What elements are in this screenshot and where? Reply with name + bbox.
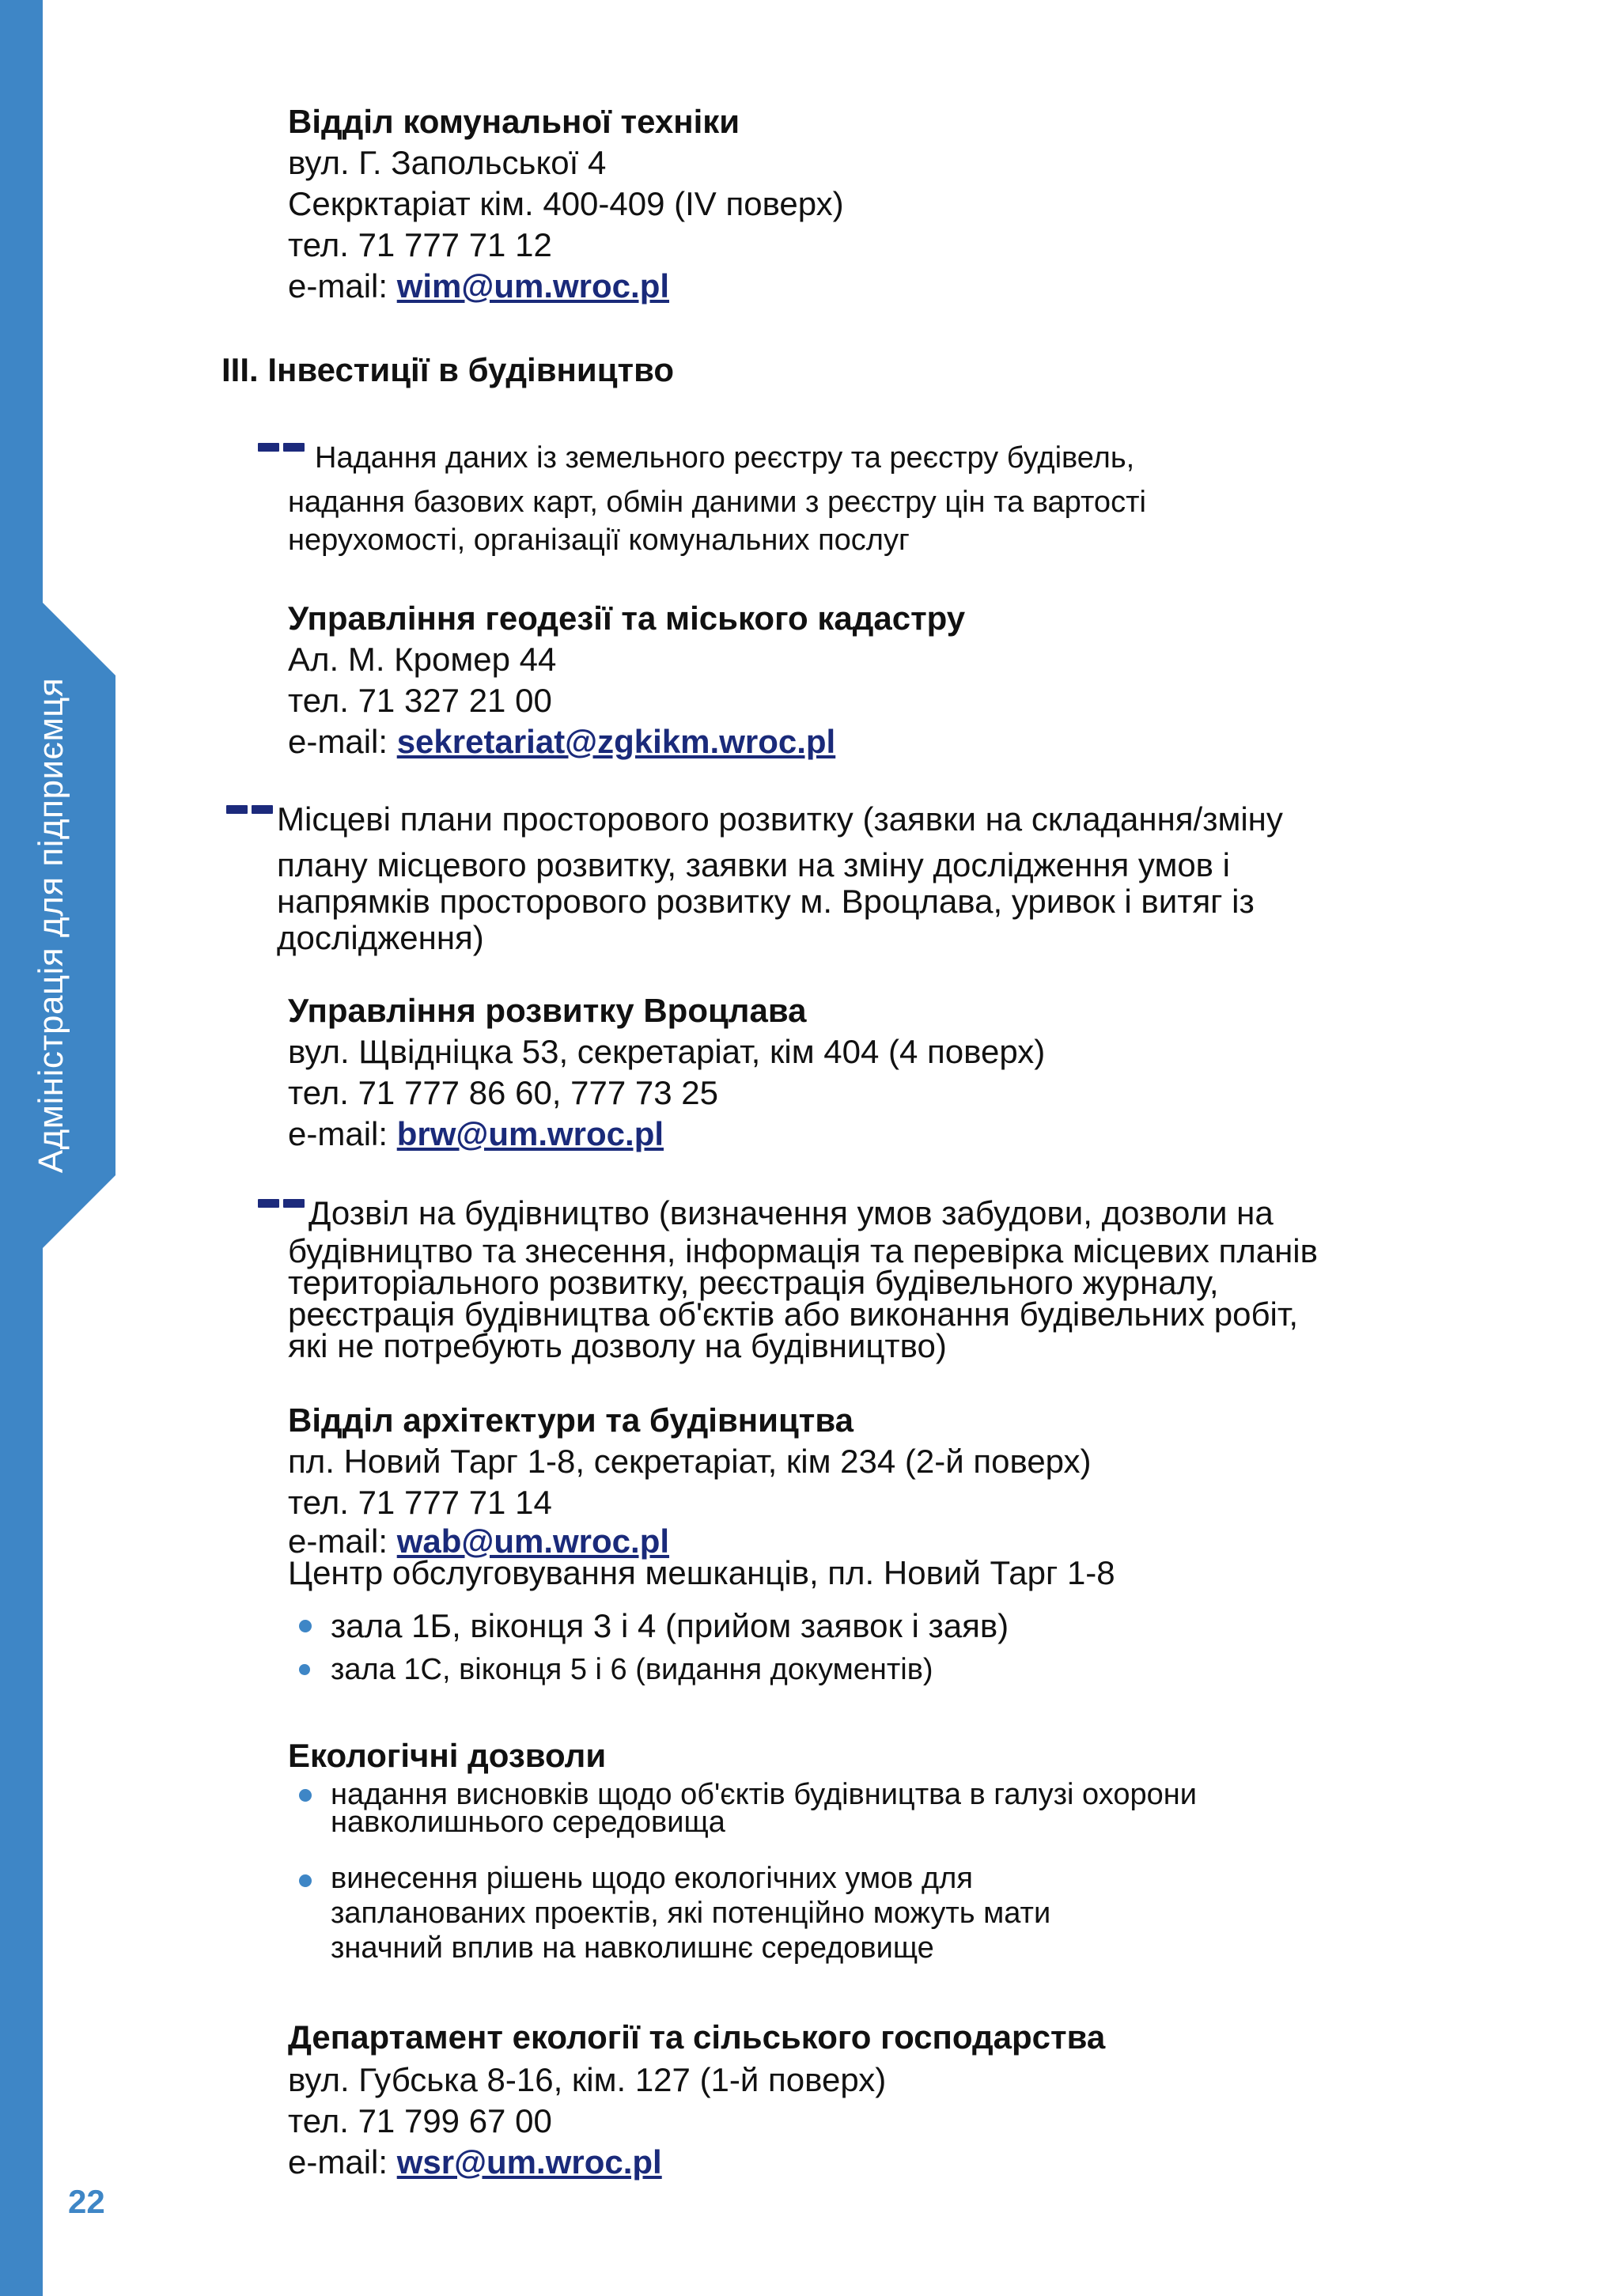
address: вул. Г. Запольської 4 <box>288 144 607 181</box>
phone: тел. 71 777 71 14 <box>288 1484 552 1521</box>
bullet-text: навколишнього середовища <box>331 1806 725 1839</box>
phone: тел. 71 777 86 60, 777 73 25 <box>288 1074 718 1111</box>
item-text-line: які не потребують дозволу на будівництво) <box>288 1327 947 1364</box>
email-link[interactable]: brw@um.wroc.pl <box>396 1115 664 1152</box>
item-text-line: реєстрація будівництва об'єктів або виконання будівельних робіт, <box>288 1296 1299 1333</box>
address: Ал. М. Кромер 44 <box>288 641 557 678</box>
page-number: 22 <box>68 2183 105 2220</box>
email-link[interactable]: wab@um.wroc.pl <box>396 1522 670 1560</box>
bullet-icon <box>299 1620 312 1632</box>
block-title: Екологічні дозволи <box>288 1737 607 1774</box>
phone: тел. 71 777 71 12 <box>288 226 552 263</box>
item-text-line: Дозвіл на будівництво (визначення умов забудови, дозволи на <box>308 1194 1274 1231</box>
block-title: Відділ архітектури та будівництва <box>288 1401 854 1439</box>
email-label: e-mail: <box>288 2143 397 2181</box>
email-link[interactable]: wim@um.wroc.pl <box>396 267 670 304</box>
email-label: e-mail: <box>288 1115 397 1152</box>
block-title: Департамент екології та сільського господарства <box>288 2018 1106 2056</box>
dash-marker-icon <box>258 443 305 452</box>
email-label: e-mail: <box>288 723 397 760</box>
bullet-text: зала 1С, віконця 5 і 6 (видання документів) <box>331 1653 933 1686</box>
bullet-icon <box>299 1874 312 1887</box>
item-text-line: Місцеві плани просторового розвитку (заявки на складання/зміну <box>277 800 1283 838</box>
email-link[interactable]: sekretariat@zgkikm.wroc.pl <box>396 723 836 760</box>
bullet-icon <box>299 1664 310 1675</box>
email-row <box>288 721 835 762</box>
email-label: e-mail: <box>288 1522 397 1560</box>
bullet-text: винесення рішень щодо екологічних умов для <box>331 1862 973 1895</box>
item-text-line: Надання даних із земельного реєстру та реєстру будівель, <box>315 441 1135 475</box>
bullet-text: значний вплив на навколишнє середовище <box>331 1931 934 1965</box>
email-link[interactable]: wsr@um.wroc.pl <box>396 2143 662 2181</box>
dash-marker-icon <box>226 805 274 815</box>
section-heading: III. Інвестиції в будівництво <box>221 351 675 388</box>
email-row <box>288 2142 662 2183</box>
item-text-line: напрямків просторового розвитку м. Вроцлава, уривок і витяг із <box>277 883 1255 920</box>
address: вул. Губська 8-16, кім. 127 (1-й поверх) <box>288 2061 887 2098</box>
sidebar-title: Адміністрація для підприємця <box>32 677 70 1174</box>
block-title: Управління геодезії та міського кадастру <box>288 600 966 637</box>
bullet-text: надання висновків щодо об'єктів будівництва в галузі охорони <box>331 1778 1197 1811</box>
item-text-line: надання базових карт, обмін даними з реєстру цін та вартості <box>288 486 1146 519</box>
phone: тел. 71 327 21 00 <box>288 682 552 719</box>
bullet-text: зала 1Б, віконця 3 і 4 (прийом заявок і заяв) <box>331 1607 1009 1644</box>
item-text-line: дослідження) <box>277 919 484 956</box>
item-text-line: територіального розвитку, реєстрація будівельного журналу, <box>288 1264 1219 1301</box>
phone: тел. 71 799 67 00 <box>288 2102 552 2139</box>
office: Секрктаріат кім. 400-409 (IV поверх) <box>288 185 844 222</box>
email-row <box>288 266 669 307</box>
block-title: Відділ комунальної техніки <box>288 103 740 140</box>
item-text-line: нерухомості, організації комунальних послуг <box>288 524 910 557</box>
email-label: e-mail: <box>288 267 397 304</box>
dash-marker-icon <box>258 1199 305 1209</box>
email-row <box>288 1114 664 1155</box>
item-text-line: будівництво та знесення, інформація та перевірка місцевих планів <box>288 1232 1318 1269</box>
item-text-line: плану місцевого розвитку, заявки на зміну дослідження умов і <box>277 846 1230 883</box>
service-center: Центр обслуговування мешканців, пл. Новий Тарг 1-8 <box>288 1554 1115 1591</box>
address: вул. Щвідніцка 53, секретаріат, кім 404 (4 поверх) <box>288 1033 1046 1070</box>
block-title: Управління розвитку Вроцлава <box>288 992 807 1029</box>
address: пл. Новий Тарг 1-8, секретаріат, кім 234 (2-й поверх) <box>288 1443 1092 1480</box>
bullet-text: запланованих проектів, які потенційно можуть мати <box>331 1897 1051 1930</box>
bullet-icon <box>299 1789 312 1802</box>
